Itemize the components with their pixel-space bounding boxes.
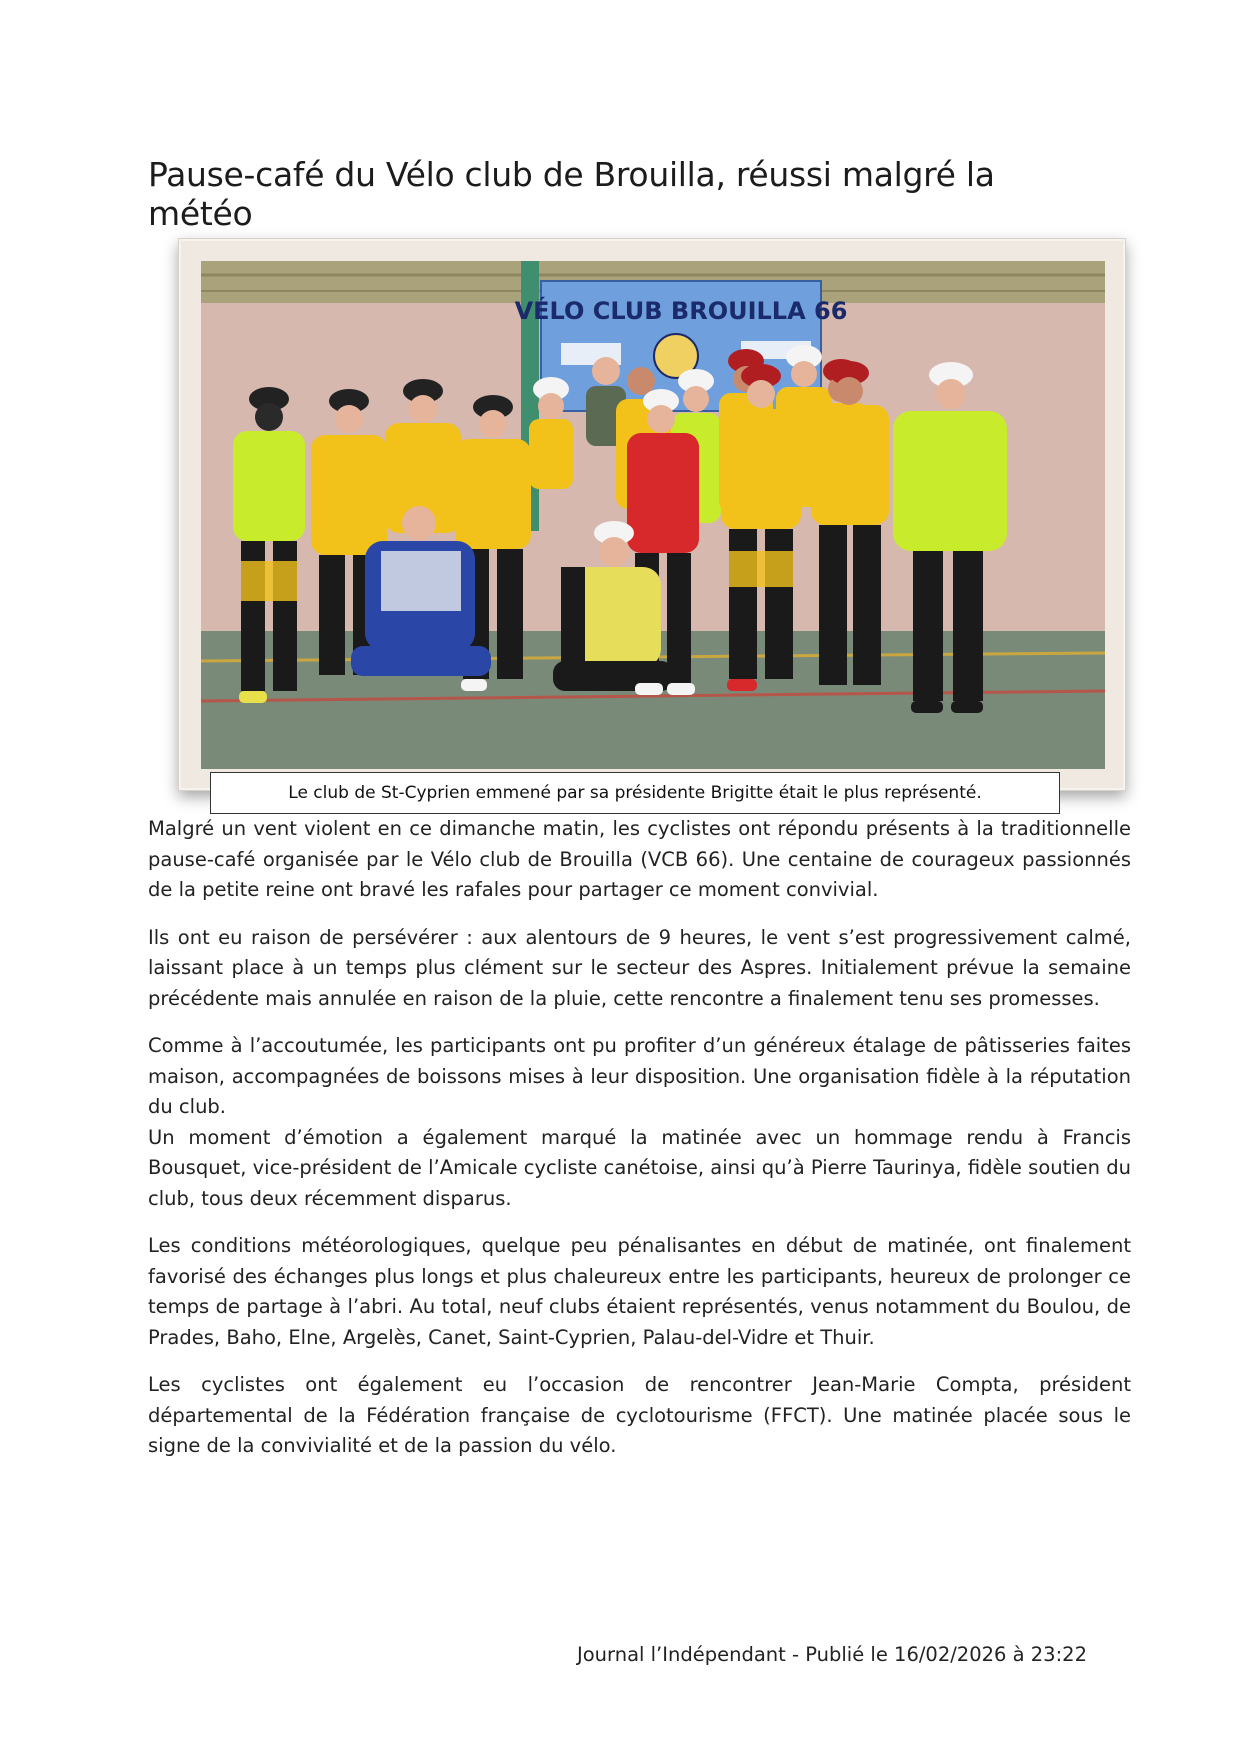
paragraph-6: Les cyclistes ont également eu l’occasion de rencontrer Jean-Marie Compta, président départemental de la Fédération française de cyclotourisme (FFCT). Une matinée placée sous le signe de la convivialité et de la passion du vélo. [148,1373,1131,1457]
group-photo [201,261,1105,769]
publication-footer: Journal l’Indépendant - Publié le 16/02/2026 à 23:22 [577,1643,1087,1666]
article-body [148,814,1131,1479]
photo-caption: Le club de St-Cyprien emmené par sa présidente Brigitte était le plus représenté. [288,783,982,803]
photo-frame [178,238,1126,791]
paragraph-1: Malgré un vent violent en ce dimanche matin, les cyclistes ont répondu présents à la traditionnelle pause-café organisée par le Vélo club de Brouilla (VCB 66). Une centaine de courageux passionnés de la petite reine ont bravé les rafales pour partager ce moment convivial. [148,817,1131,901]
article-title: Pause-café du Vélo club de Brouilla, réussi malgré la météo [148,155,995,233]
paragraph-5: Les conditions météorologiques, quelque peu pénalisantes en début de matinée, ont finalement favorisé des échanges plus longs et plus chaleureux entre les participants, heureux de prolonger ce temps de partage à l’abri. Au total, neuf clubs étaient représentés, venus notamment du Boulou, de Prades, Baho, Elne, Argelès, Canet, Saint-Cyprien, Palau-del-Vidre et Thuir. [148,1234,1131,1349]
banner-text: VÉLO CLUB BROUILLA 66 [514,297,848,325]
paragraph-4: Un moment d’émotion a également marqué la matinée avec un hommage rendu à Francis Bousquet, vice-président de l’Amicale cycliste canétoise, ainsi qu’à Pierre Taurinya, fidèle soutien du club, tous deux récemment disparus. [148,1125,1131,1210]
paragraph-3: Comme à l’accoutumée, les participants ont pu profiter d’un généreux étalage de pâtisseries faites maison, accompagnées de boissons mises à leur disposition. Une organisation fidèle à la réputation du club. [148,1034,1131,1118]
photo-caption-box [210,772,1060,814]
paragraph-2: Ils ont eu raison de persévérer : aux alentours de 9 heures, le vent s’est progressivement calmé, laissant place à un temps plus clément sur le secteur des Aspres. Initialement prévue la semaine précédente mais annulée en raison de la pluie, cette rencontre a finalement tenu ses promesses. [148,925,1131,1010]
red-jacket-rider [627,433,699,553]
